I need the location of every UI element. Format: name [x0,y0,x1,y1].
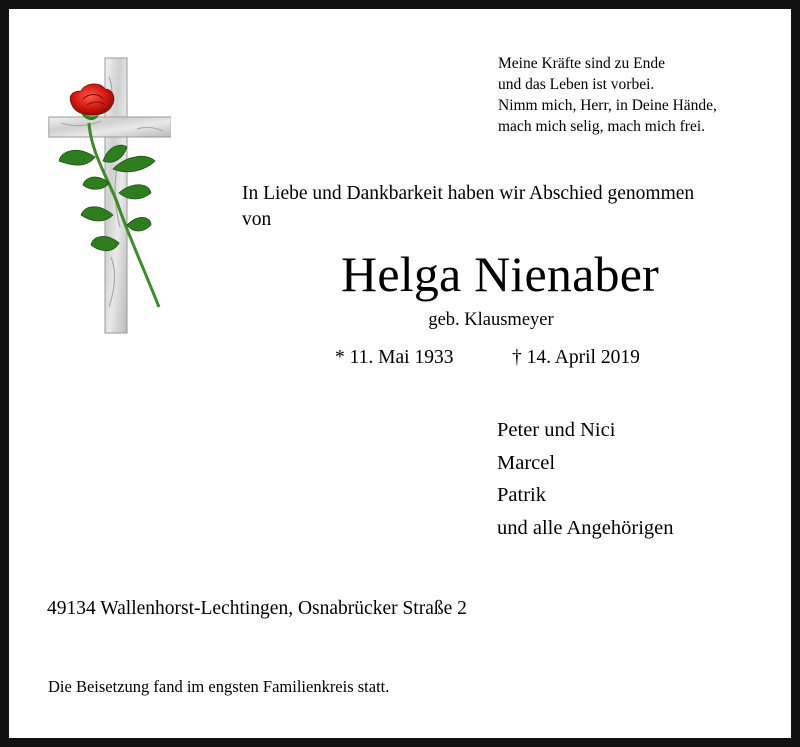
verse [498,53,717,137]
mourner-item: Patrik [497,484,546,506]
death-date: † 14. April 2019 [512,347,640,368]
verse-line: Nimm mich, Herr, in Deine Hände, [498,97,717,114]
mourners-list [497,414,673,544]
verse-line: Meine Kräfte sind zu Ende [498,55,665,72]
deceased-name: Helga Nienaber [341,246,659,302]
burial-note: Die Beisetzung fand im engsten Familienkreis statt. [48,677,390,696]
birth-date: * 11. Mai 1933 [335,347,454,368]
intro-line: In Liebe und Dankbarkeit haben wir Abschied genommen [242,183,695,204]
maiden-name: geb. Klausmeyer [428,310,554,330]
mourner-item: Peter und Nici [497,419,616,441]
verse-line: mach mich selig, mach mich frei. [498,118,706,135]
intro-text [242,181,694,233]
verse-line: und das Leben ist vorbei. [498,76,655,93]
mourner-item: Marcel [497,451,556,474]
intro-line: von [242,209,272,230]
mourner-item: und alle Angehörigen [497,516,674,539]
address: 49134 Wallenhorst-Lechtingen, Osnabrücker Straße 2 [47,598,467,619]
